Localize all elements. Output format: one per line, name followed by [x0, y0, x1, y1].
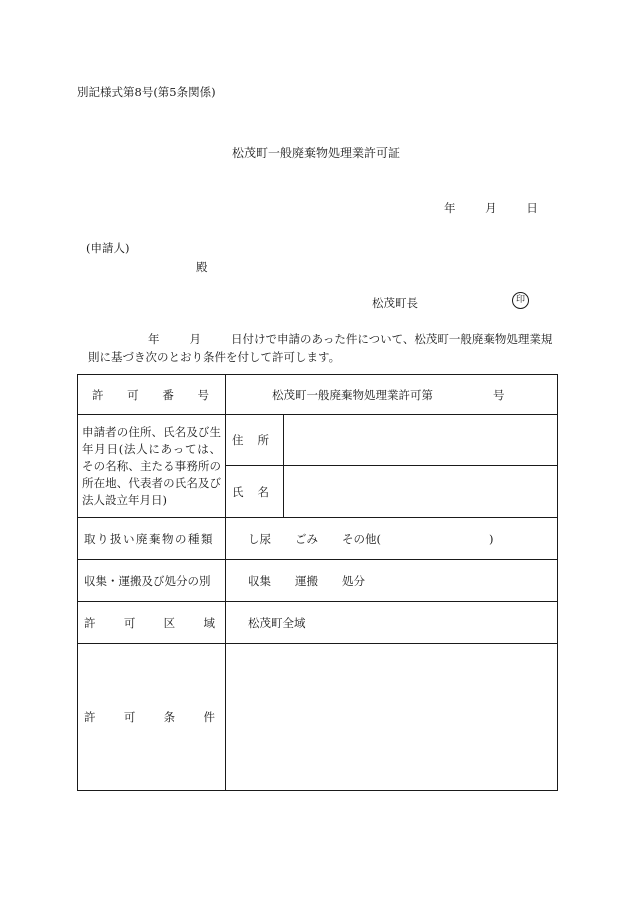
form-number: 別記様式第8号(第5条関係) [77, 85, 216, 99]
address-label: 住 所 [226, 415, 284, 466]
statement-line-2: 則に基づき次のとおり条件を付して許可します。 [88, 350, 341, 364]
permit-conditions-label: 許 可 条 件 [78, 644, 226, 791]
address-field[interactable] [284, 415, 558, 466]
permit-conditions-field[interactable] [226, 644, 558, 791]
waste-type-options: し尿 ごみ その他( ) [226, 518, 558, 560]
statement-month: 月 [189, 332, 201, 346]
permit-number-row [78, 375, 558, 415]
name-label: 氏 名 [226, 466, 284, 518]
issue-date [444, 200, 538, 216]
date-day-label: 日 [526, 201, 538, 215]
permit-number-label: 許 可 番 号 [78, 375, 226, 415]
waste-type-row [78, 518, 558, 560]
business-type-label: 収集・運搬及び処分の別 [78, 560, 226, 602]
waste-type-label: 取り扱い廃棄物の種類 [78, 518, 226, 560]
date-year-label: 年 [444, 201, 456, 215]
permit-number-suffix: 号 [493, 387, 505, 402]
date-month-label: 月 [485, 201, 497, 215]
permit-conditions-row [78, 644, 558, 791]
document-title: 松茂町一般廃棄物処理業許可証 [232, 146, 401, 160]
permit-area-value: 松茂町全域 [226, 602, 558, 644]
permit-table [77, 374, 558, 791]
applicant-address-row [78, 415, 558, 466]
statement-text-1: 日付けで申請のあった件について、松茂町一般廃棄物処理業規 [231, 332, 553, 346]
mayor-title: 松茂町長 [372, 296, 418, 310]
statement-year: 年 [148, 332, 160, 346]
permit-area-row [78, 602, 558, 644]
seal-icon: 印 [512, 292, 529, 309]
permit-number-prefix: 松茂町一般廃棄物処理業許可第 [272, 387, 433, 402]
business-type-row [78, 560, 558, 602]
permit-area-label: 許 可 区 域 [78, 602, 226, 644]
statement-line-1 [148, 331, 552, 347]
applicant-label: (申請人) [86, 241, 130, 255]
business-type-options: 収集 運搬 処分 [226, 560, 558, 602]
name-field[interactable] [284, 466, 558, 518]
addressee-suffix: 殿 [196, 260, 208, 274]
applicant-info-label: 申請者の住所、氏名及び生年月日(法人にあっては、その名称、主たる事務所の所在地、代表者の氏名及び法人設立年月日) [78, 415, 226, 518]
permit-number-value [226, 375, 558, 415]
